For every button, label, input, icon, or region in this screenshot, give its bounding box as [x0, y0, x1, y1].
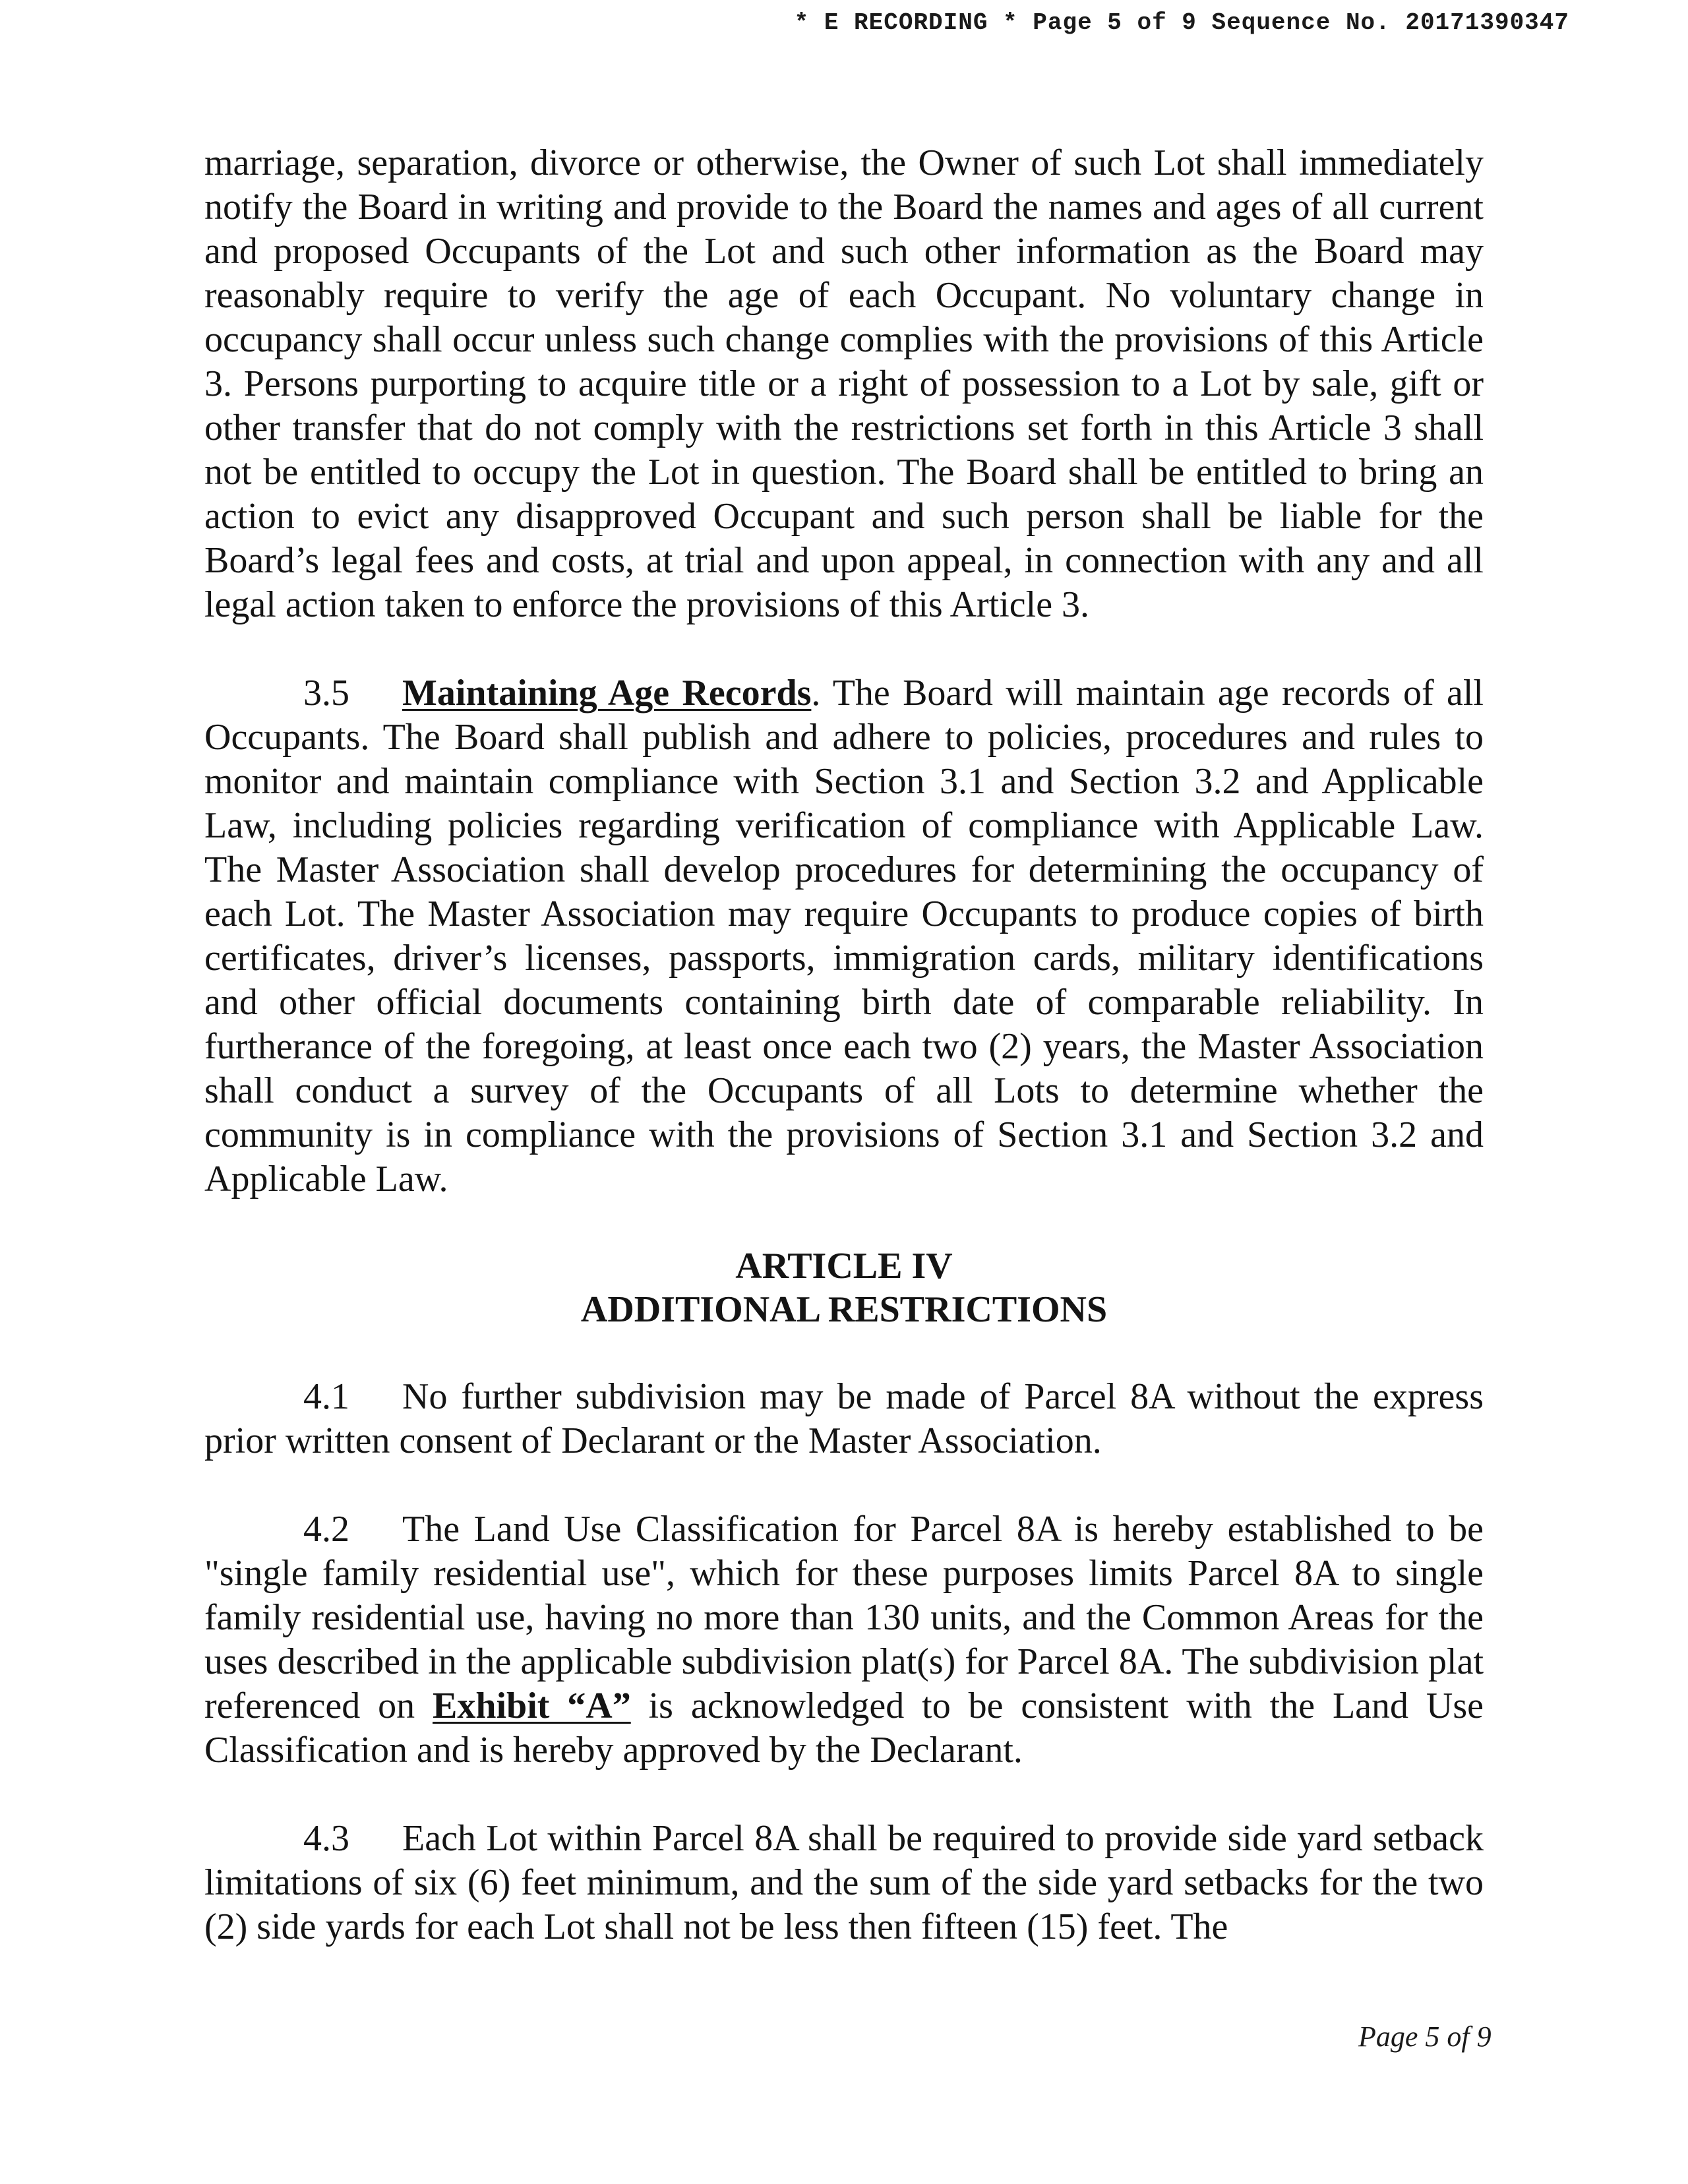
section-4-1 — [204, 1375, 1484, 1463]
section-4-2 — [204, 1507, 1484, 1773]
article-heading — [204, 1244, 1484, 1331]
section-text: The Land Use Classification for Parcel 8A is hereby established to be "single family residential use", which for these purposes limits Parcel 8A to single family residential use, having no more than 130 units, and the Common Areas for the uses described in the applicable subdivision plat(s) for Parcel 8A. The subdivision plat referenced on — [204, 1509, 1484, 1726]
section-4-3 — [204, 1817, 1484, 1949]
section-number: 4.1 — [303, 1376, 349, 1417]
section-heading: Maintaining Age Records — [402, 673, 812, 713]
recording-header: * E RECORDING * Page 5 of 9 Sequence No. 20171390347 — [794, 9, 1569, 36]
section-text: Each Lot within Parcel 8A shall be required to provide side yard setback limitations of six (6) feet minimum, and the sum of the side yard setbacks for the two (2) side yards for each Lot shall not be less then fifteen (15) feet. The — [204, 1818, 1484, 1947]
section-3-5 — [204, 671, 1484, 1201]
document-body — [204, 141, 1484, 1949]
continuation-paragraph: marriage, separation, divorce or otherwise, the Owner of such Lot shall immediately notify the Board in writing and provide to the Board the names and ages of all current and proposed Occupants of the Lot and such other information as the Board may reasonably require to verify the age of each Occupant. No voluntary change in occupancy shall occur unless such change complies with the provisions of this Article 3. Persons purporting to acquire title or a right of possession to a Lot by sale, gift or other transfer that do not comply with the restrictions set forth in this Article 3 shall not be entitled to occupy the Lot in question. The Board shall be entitled to bring an action to evict any disapproved Occupant and such person shall be liable for the Board’s legal fees and costs, at trial and upon appeal, in connection with any and all legal action taken to enforce the provisions of this Article 3. — [204, 142, 1484, 625]
page-footer: Page 5 of 9 — [1358, 2020, 1492, 2053]
section-text: . The Board will maintain age records of all Occupants. The Board shall publish and adhere to policies, procedures and rules to monitor and maintain compliance with Section 3.1 and Section 3.2 and Applicable Law, including policies regarding verification of compliance with Applicable Law. The Master Association shall develop procedures for determining the occupancy of each Lot. The Master Association may require Occupants to produce copies of birth certificates, driver’s licenses, passports, immigration cards, military identifications and other official documents containing birth date of comparable reliability. In furtherance of the foregoing, at least once each two (2) years, the Master Association shall conduct a survey of the Occupants of all Lots to determine whether the community is in compliance with the provisions of Section 3.1 and Section 3.2 and Applicable Law. — [204, 673, 1484, 1199]
exhibit-reference: Exhibit “A” — [433, 1685, 631, 1726]
section-text-continued: is acknowledged to be consistent with the Land Use Classification and is hereby approved by the Declarant. — [204, 1685, 1484, 1771]
section-number: 3.5 — [303, 673, 349, 713]
section-text: No further subdivision may be made of Parcel 8A without the express prior written consent of Declarant or the Master Association. — [204, 1376, 1484, 1461]
section-number: 4.2 — [303, 1509, 349, 1550]
section-number: 4.3 — [303, 1818, 349, 1859]
article-title: ADDITIONAL RESTRICTIONS — [580, 1289, 1108, 1330]
article-number: ARTICLE IV — [735, 1246, 953, 1287]
